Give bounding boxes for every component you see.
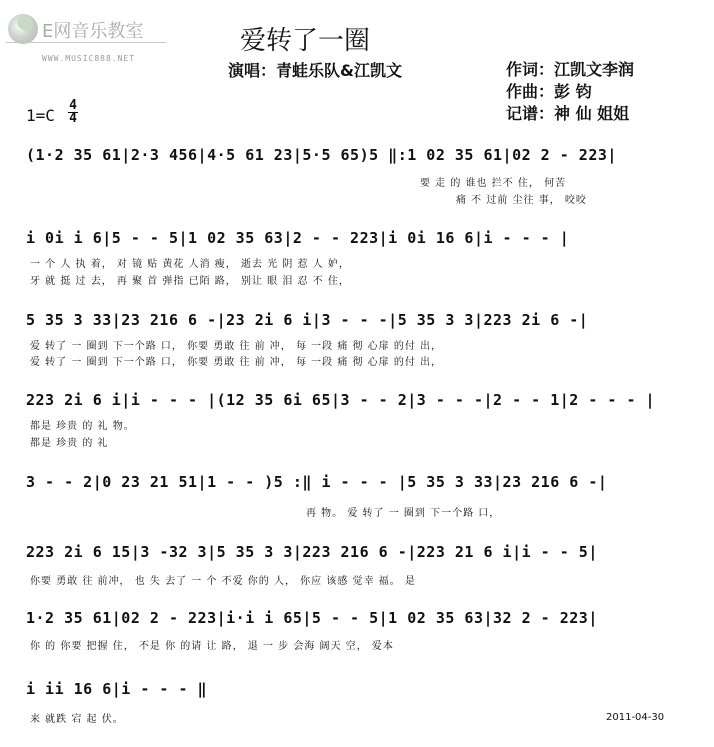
lyric-line-4b: 都是 珍贵 的 礼 <box>30 438 109 449</box>
lyric-line-4a: 都是 珍贵 的 礼 物。 <box>30 421 135 432</box>
staff-line-5: 3 - - 2|0 23 21 51|1 - - )5 :‖ i - - - |5 35 3 33|23 216 6 -| <box>26 473 608 491</box>
staff-line-6: 223 2i 6 15|3 -32 3|5 35 3 3|223 216 6 -|223 21 6 i|i - - 5| <box>26 543 598 561</box>
transcription-date: 2011-04-30 <box>606 712 665 723</box>
staff-line-1: (1·2 35 61|2·3 456|4·5 61 23|5·5 65)5 ‖:1 02 35 61|02 2 - 223| <box>26 146 617 164</box>
logo-brand-text: E网音乐教室 <box>42 21 144 42</box>
staff-line-3: 5 35 3 33|23 216 6 -|23 2i 6 i|3 - - -|5 35 3 3|223 2i 6 -| <box>26 311 589 329</box>
lyric-line-1a: 要 走 的 谁也 拦不 住， 何苦 <box>420 178 567 189</box>
lyricist-credit: 作词：江凯文李润 <box>506 60 635 79</box>
lyric-line-2a: 一 个 人 执 着， 对 镜 贴 黄花 人消 瘦， 逝去 光 阴 惹 人 妒， <box>30 259 350 270</box>
logo-divider <box>6 42 166 43</box>
staff-line-8: i ii 16 6|i - - - ‖ <box>26 680 208 698</box>
lyric-line-7: 你 的 你要 把握 住， 不是 你 的请 让 路， 退 一 步 会海 阔天 空， 爱本 <box>30 641 394 652</box>
composer-credit: 作曲：彭 钧 <box>506 82 592 101</box>
staff-line-2: i 0i i 6|5 - - 5|1 02 35 63|2 - - 223|i 0i 16 6|i - - - | <box>26 229 570 247</box>
lyric-line-2b: 牙 就 挺 过 去， 再 聚 首 弹指 已陌 路， 别让 眼 泪 忍 不 住， <box>30 276 350 287</box>
lyric-line-6: 你要 勇敢 往 前冲， 也 失 去了 一 个 不爱 你的 人， 你应 该感 觉幸 福。 是 <box>30 576 416 587</box>
singer-credit: 演唱：青蛙乐队&江凯文 <box>228 61 402 80</box>
song-title: 爱转了一圈 <box>240 26 371 56</box>
time-signature <box>68 100 78 125</box>
transcriber-credit: 记谱：神 仙 姐姐 <box>506 104 630 123</box>
lyric-line-3b: 爱 转了 一 圈到 下一个路 口， 你要 勇敢 往 前 冲， 每 一段 痛 彻 心扉 的付 出， <box>30 357 443 368</box>
meter-top: 4 <box>69 98 77 113</box>
staff-line-4: 223 2i 6 i|i - - - |(12 35 6i 65|3 - - 2|3 - - -|2 - - 1|2 - - - | <box>26 391 656 409</box>
key-signature: 1=C <box>26 106 55 125</box>
lyric-line-8: 来 就跌 宕 起 伏。 <box>30 714 124 725</box>
logo-url-text: WWW.MUSIC888.NET <box>42 54 136 63</box>
staff-line-7: 1·2 35 61|02 2 - 223|i·i i 65|5 - - 5|1 02 35 63|32 2 - 223| <box>26 609 598 627</box>
leaf-logo-icon <box>8 14 38 44</box>
lyric-line-3a: 爱 转了 一 圈到 下一个路 口， 你要 勇敢 往 前 冲， 每 一段 痛 彻 心扉 的付 出， <box>30 341 443 352</box>
meter-bottom: 4 <box>69 111 77 126</box>
lyric-line-5: 再 物。 爱 转了 一 圈到 下一个路 口， <box>306 508 501 519</box>
lyric-line-1b: 痛 不 过前 尘往 事， 咬咬 <box>456 195 587 206</box>
site-logo <box>6 8 176 64</box>
